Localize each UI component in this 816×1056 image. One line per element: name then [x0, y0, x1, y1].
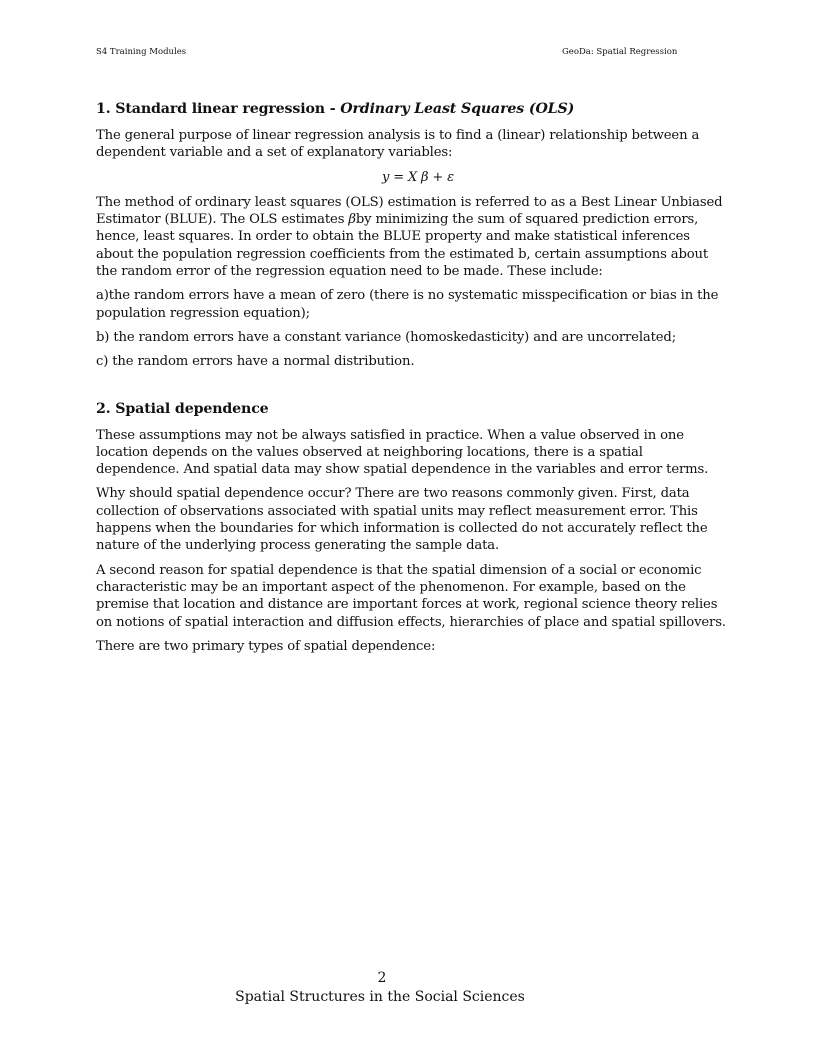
footer-title: Spatial Structures in the Social Sciences	[235, 989, 525, 1005]
header-left: S4 Training Modules	[96, 47, 187, 57]
regression-equation: y = X β + ε	[382, 169, 454, 185]
page-number: 2	[377, 970, 387, 986]
section-1-paragraph-2	[96, 194, 730, 280]
section-2-paragraph-2: Why should spatial dependence occur? There are two reasons commonly given. First, data collection of observations associated with spatial units may reflect measurement error. This happens when the boundaries for which information is collected do not accurately reflect the nature of the underlying process generating the sample data.	[96, 486, 708, 554]
page-footer	[0, 969, 816, 1007]
assumption-c: c) the random errors have a normal distribution.	[96, 354, 415, 370]
p2-part-b: by minimizing the sum of squared prediction errors, hence, least squares. In order to obtain the BLUE property and make statistical inferences about the population regression coefficients from the estimated b, certain assumptions about the random error of the regression equation need to be made. These include:	[96, 212, 709, 280]
section-2-paragraph-1: These assumptions may not be always satisfied in practice. When a value observed in one location depends on the values observed at neighboring locations, there is a spatial dependence. And spatial data may show spatial dependence in the variables and error terms.	[96, 427, 709, 478]
p2-part-a: The method of ordinary least squares (OLS) estimation is referred to as a Best Linear Unbiased Estimator (BLUE). The OLS estimates	[96, 194, 723, 228]
section-1-heading-plain: 1. Standard linear regression -	[96, 101, 341, 117]
section-1-heading	[96, 100, 730, 118]
p2-beta: β	[348, 212, 356, 228]
section-1-heading-italic: Ordinary Least Squares (OLS)	[340, 101, 575, 117]
section-2-paragraph-3: A second reason for spatial dependence is that the spatial dimension of a social or economic characteristic may be an important aspect of the phenomenon. For example, based on the premise that location and distance are important forces at work, regional science theory relies on notions of spatial interaction and diffusion effects, hierarchies of place and spatial spillovers.	[96, 562, 726, 630]
section-1-paragraph-1: The general purpose of linear regression analysis is to find a (linear) relationship between a dependent variable and a set of explanatory variables:	[96, 128, 700, 161]
section-2-heading: 2. Spatial dependence	[96, 400, 269, 417]
section-2-paragraph-4: There are two primary types of spatial dependence:	[96, 638, 436, 654]
assumption-b: b) the random errors have a constant variance (homoskedasticity) and are uncorrelated;	[96, 329, 676, 345]
assumption-a: a)the random errors have a mean of zero (there is no systematic misspecification or bias in the population regression equation);	[96, 288, 719, 321]
page-content	[96, 100, 730, 662]
header-right: GeoDa: Spatial Regression	[562, 47, 678, 57]
